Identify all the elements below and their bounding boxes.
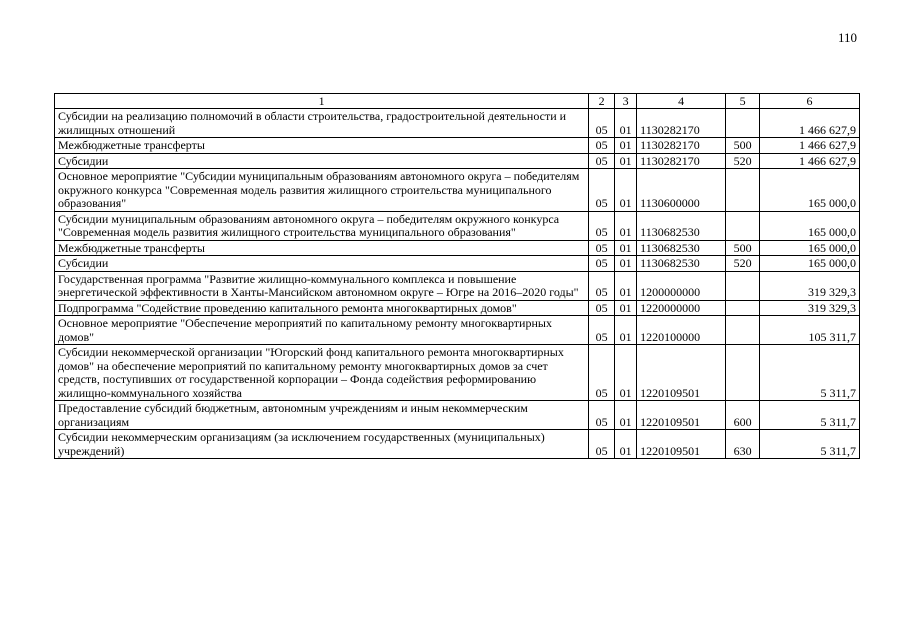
table-row bbox=[55, 169, 860, 212]
target-article-code: 1220000000 bbox=[637, 300, 726, 316]
expense-type-code: 500 bbox=[726, 138, 760, 154]
expense-type-code: 630 bbox=[726, 430, 760, 459]
section-code: 05 bbox=[589, 109, 615, 138]
column-header: 1 bbox=[55, 94, 589, 109]
column-header: 3 bbox=[615, 94, 637, 109]
amount: 5 311,7 bbox=[760, 401, 860, 430]
row-name: Субсидии bbox=[55, 256, 589, 272]
subsection-code: 01 bbox=[615, 109, 637, 138]
target-article-code: 1220100000 bbox=[637, 316, 726, 345]
section-code: 05 bbox=[589, 430, 615, 459]
section-code: 05 bbox=[589, 169, 615, 212]
amount: 5 311,7 bbox=[760, 345, 860, 401]
expense-type-code: 520 bbox=[726, 256, 760, 272]
column-header: 4 bbox=[637, 94, 726, 109]
target-article-code: 1130682530 bbox=[637, 240, 726, 256]
target-article-code: 1220109501 bbox=[637, 345, 726, 401]
column-header: 2 bbox=[589, 94, 615, 109]
expense-type-code bbox=[726, 211, 760, 240]
row-name: Предоставление субсидий бюджетным, автономным учреждениям и иным некоммерческим организациям bbox=[55, 401, 589, 430]
subsection-code: 01 bbox=[615, 345, 637, 401]
subsection-code: 01 bbox=[615, 240, 637, 256]
target-article-code: 1130282170 bbox=[637, 153, 726, 169]
section-code: 05 bbox=[589, 153, 615, 169]
expense-type-code bbox=[726, 109, 760, 138]
amount: 165 000,0 bbox=[760, 256, 860, 272]
column-header: 6 bbox=[760, 94, 860, 109]
row-name: Межбюджетные трансферты bbox=[55, 240, 589, 256]
amount: 319 329,3 bbox=[760, 300, 860, 316]
section-code: 05 bbox=[589, 345, 615, 401]
budget-table bbox=[54, 93, 860, 459]
amount: 5 311,7 bbox=[760, 430, 860, 459]
expense-type-code: 500 bbox=[726, 240, 760, 256]
row-name: Основное мероприятие "Субсидии муниципальным образованиям автономного округа – победителям окружного конкурса "Современная модель развития жилищного строительства муниципального образования" bbox=[55, 169, 589, 212]
subsection-code: 01 bbox=[615, 169, 637, 212]
target-article-code: 1220109501 bbox=[637, 401, 726, 430]
table-row bbox=[55, 271, 860, 300]
expense-type-code bbox=[726, 271, 760, 300]
target-article-code: 1220109501 bbox=[637, 430, 726, 459]
subsection-code: 01 bbox=[615, 271, 637, 300]
subsection-code: 01 bbox=[615, 401, 637, 430]
expense-type-code bbox=[726, 169, 760, 212]
table-row bbox=[55, 316, 860, 345]
row-name: Субсидии на реализацию полномочий в области строительства, градостроительной деятельности и жилищных отношений bbox=[55, 109, 589, 138]
row-name: Межбюджетные трансферты bbox=[55, 138, 589, 154]
target-article-code: 1130600000 bbox=[637, 169, 726, 212]
row-name: Подпрограмма "Содействие проведению капитального ремонта многоквартирных домов" bbox=[55, 300, 589, 316]
section-code: 05 bbox=[589, 138, 615, 154]
table-header-row bbox=[55, 94, 860, 109]
table-row bbox=[55, 345, 860, 401]
target-article-code: 1130282170 bbox=[637, 138, 726, 154]
expense-type-code bbox=[726, 345, 760, 401]
expense-type-code bbox=[726, 300, 760, 316]
expense-type-code bbox=[726, 316, 760, 345]
section-code: 05 bbox=[589, 256, 615, 272]
table-row bbox=[55, 240, 860, 256]
amount: 1 466 627,9 bbox=[760, 138, 860, 154]
amount: 1 466 627,9 bbox=[760, 153, 860, 169]
subsection-code: 01 bbox=[615, 256, 637, 272]
table-body bbox=[55, 94, 860, 459]
column-header: 5 bbox=[726, 94, 760, 109]
subsection-code: 01 bbox=[615, 138, 637, 154]
amount: 1 466 627,9 bbox=[760, 109, 860, 138]
amount: 319 329,3 bbox=[760, 271, 860, 300]
row-name: Субсидии муниципальным образованиям автономного округа – победителям окружного конкурса "Современная модель развития жилищного строительства муниципального образования" bbox=[55, 211, 589, 240]
table-row bbox=[55, 109, 860, 138]
row-name: Субсидии bbox=[55, 153, 589, 169]
target-article-code: 1130682530 bbox=[637, 256, 726, 272]
table-row bbox=[55, 430, 860, 459]
amount: 165 000,0 bbox=[760, 169, 860, 212]
section-code: 05 bbox=[589, 316, 615, 345]
row-name: Основное мероприятие "Обеспечение мероприятий по капитальному ремонту многоквартирных домов" bbox=[55, 316, 589, 345]
subsection-code: 01 bbox=[615, 430, 637, 459]
section-code: 05 bbox=[589, 240, 615, 256]
row-name: Государственная программа "Развитие жилищно-коммунального комплекса и повышение энергетической эффективности в Ханты-Мансийском автономном округе – Югре на 2016–2020 годы" bbox=[55, 271, 589, 300]
table-row bbox=[55, 138, 860, 154]
target-article-code: 1130282170 bbox=[637, 109, 726, 138]
amount: 165 000,0 bbox=[760, 240, 860, 256]
section-code: 05 bbox=[589, 401, 615, 430]
section-code: 05 bbox=[589, 300, 615, 316]
table-row bbox=[55, 401, 860, 430]
target-article-code: 1200000000 bbox=[637, 271, 726, 300]
table-row bbox=[55, 211, 860, 240]
section-code: 05 bbox=[589, 211, 615, 240]
subsection-code: 01 bbox=[615, 300, 637, 316]
subsection-code: 01 bbox=[615, 211, 637, 240]
expense-type-code: 600 bbox=[726, 401, 760, 430]
table-row bbox=[55, 256, 860, 272]
row-name: Субсидии некоммерческим организациям (за исключением государственных (муниципальных) учреждений) bbox=[55, 430, 589, 459]
section-code: 05 bbox=[589, 271, 615, 300]
table-row bbox=[55, 300, 860, 316]
amount: 105 311,7 bbox=[760, 316, 860, 345]
row-name: Субсидии некоммерческой организации "Югорский фонд капитального ремонта многоквартирных домов" на обеспечение мероприятий по капитальному ремонту многоквартирных домов за счет средств, поступивших от государственной корпорации – Фонда содействия реформированию жилищно-коммунального хозяйства bbox=[55, 345, 589, 401]
target-article-code: 1130682530 bbox=[637, 211, 726, 240]
subsection-code: 01 bbox=[615, 153, 637, 169]
subsection-code: 01 bbox=[615, 316, 637, 345]
page-number: 110 bbox=[838, 30, 858, 45]
table-row bbox=[55, 153, 860, 169]
amount: 165 000,0 bbox=[760, 211, 860, 240]
expense-type-code: 520 bbox=[726, 153, 760, 169]
